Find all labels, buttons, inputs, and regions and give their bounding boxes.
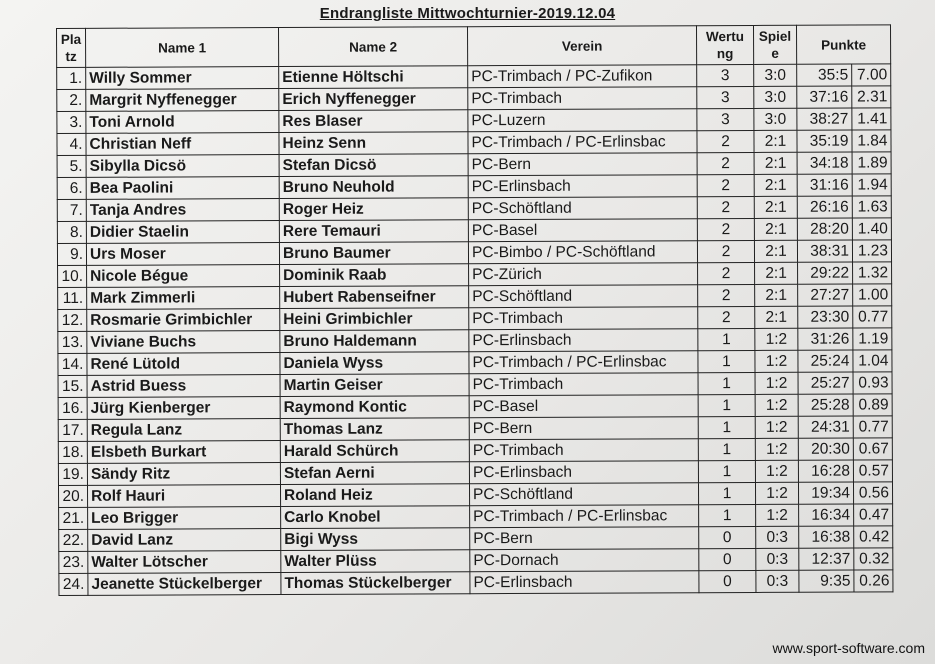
cell-quotient: 0.56 xyxy=(853,482,892,504)
header-row xyxy=(57,25,891,68)
cell-spiele: 1:2 xyxy=(755,328,798,350)
cell-rank: 21. xyxy=(59,507,88,529)
cell-wertung: 2 xyxy=(698,306,755,328)
cell-quotient: 1.41 xyxy=(852,108,891,130)
cell-score: 16:34 xyxy=(799,504,854,526)
header-wertung-line2: ng xyxy=(716,46,734,62)
cell-club: PC-Erlinsbach xyxy=(469,329,698,352)
cell-wertung: 2 xyxy=(697,196,754,218)
cell-club: PC-Bern xyxy=(469,417,698,440)
cell-club: PC-Erlinsbach xyxy=(468,175,697,198)
cell-name2: Heinz Senn xyxy=(279,132,468,155)
cell-wertung: 1 xyxy=(698,350,755,372)
cell-name1: Regula Lanz xyxy=(87,419,280,442)
cell-quotient: 0.26 xyxy=(854,570,893,592)
cell-name2: Bruno Baumer xyxy=(279,242,468,265)
cell-name2: Erich Nyffenegger xyxy=(279,88,468,111)
cell-quotient: 1.04 xyxy=(853,350,892,372)
cell-name2: Roland Heiz xyxy=(280,484,469,507)
cell-score: 28:20 xyxy=(797,218,852,240)
cell-rank: 22. xyxy=(59,529,88,551)
cell-quotient: 1.32 xyxy=(853,262,892,284)
cell-spiele: 2:1 xyxy=(754,240,797,262)
cell-name2: Heini Grimbichler xyxy=(280,308,469,331)
cell-score: 38:27 xyxy=(797,108,852,130)
cell-name2: Thomas Stückelberger xyxy=(281,572,470,595)
cell-rank: 12. xyxy=(58,309,87,331)
cell-name1: Urs Moser xyxy=(86,243,279,266)
cell-quotient: 0.32 xyxy=(854,548,893,570)
cell-rank: 17. xyxy=(58,419,87,441)
cell-wertung: 3 xyxy=(697,86,754,108)
header-rank xyxy=(57,28,86,67)
cell-quotient: 2.31 xyxy=(852,86,891,108)
cell-name1: Rosmarie Grimbichler xyxy=(87,309,280,332)
cell-club: PC-Basel xyxy=(468,219,697,242)
cell-wertung: 3 xyxy=(697,108,754,130)
cell-club: PC-Schöftland xyxy=(469,285,698,308)
cell-rank: 4. xyxy=(57,133,86,155)
cell-score: 35:19 xyxy=(797,130,852,152)
cell-name1: Christian Neff xyxy=(86,133,279,156)
cell-wertung: 1 xyxy=(698,438,755,460)
cell-name1: Margrit Nyffenegger xyxy=(86,89,279,112)
cell-score: 9:35 xyxy=(799,570,854,592)
cell-club: PC-Schöftland xyxy=(469,483,698,506)
cell-club: PC-Bern xyxy=(468,153,697,176)
cell-score: 24:31 xyxy=(798,416,853,438)
cell-score: 16:28 xyxy=(798,460,853,482)
cell-spiele: 2:1 xyxy=(755,262,798,284)
cell-quotient: 0.77 xyxy=(853,306,892,328)
cell-wertung: 1 xyxy=(698,416,755,438)
cell-name1: Rolf Hauri xyxy=(87,485,280,508)
header-spiele-line2: e xyxy=(771,45,779,61)
cell-quotient: 0.77 xyxy=(853,416,892,438)
header-rank-line2: tz xyxy=(65,48,77,64)
cell-rank: 1. xyxy=(57,67,86,89)
cell-club: PC-Trimbach xyxy=(469,439,698,462)
cell-rank: 15. xyxy=(58,375,87,397)
page-title: Endrangliste Mittwochturnier-2019.12.04 xyxy=(319,5,616,22)
cell-score: 38:31 xyxy=(797,240,852,262)
cell-wertung: 1 xyxy=(698,482,755,504)
cell-quotient: 7.00 xyxy=(852,64,891,86)
cell-score: 29:22 xyxy=(798,262,853,284)
cell-club: PC-Schöftland xyxy=(468,197,697,220)
results-table xyxy=(56,24,893,596)
cell-rank: 20. xyxy=(58,485,87,507)
cell-quotient: 1.40 xyxy=(852,218,891,240)
cell-name1: Viviane Buchs xyxy=(87,331,280,354)
cell-name2: Daniela Wyss xyxy=(280,352,469,375)
header-punkte: Punkte xyxy=(796,25,890,64)
cell-name2: Hubert Rabenseifner xyxy=(280,286,469,309)
cell-club: PC-Bimbo / PC-Schöftland xyxy=(468,241,697,264)
cell-wertung: 1 xyxy=(699,504,756,526)
cell-rank: 10. xyxy=(58,265,87,287)
cell-wertung: 3 xyxy=(697,64,754,86)
cell-name1: Walter Lötscher xyxy=(88,551,281,574)
cell-club: PC-Trimbach / PC-Erlinsbac xyxy=(469,351,698,374)
table-row xyxy=(59,570,893,596)
cell-quotient: 1.94 xyxy=(852,174,891,196)
cell-club: PC-Luzern xyxy=(468,109,697,132)
cell-score: 12:37 xyxy=(799,548,854,570)
cell-spiele: 1:2 xyxy=(755,372,798,394)
cell-club: PC-Basel xyxy=(469,395,698,418)
results-body xyxy=(57,64,893,596)
cell-club: PC-Trimbach xyxy=(469,307,698,330)
header-wertung xyxy=(696,25,753,64)
cell-name1: Willy Sommer xyxy=(86,67,279,90)
cell-score: 23:30 xyxy=(798,306,853,328)
cell-club: PC-Trimbach xyxy=(468,87,697,110)
cell-spiele: 2:1 xyxy=(754,152,797,174)
cell-name2: Bruno Haldemann xyxy=(280,330,469,353)
cell-score: 37:16 xyxy=(797,86,852,108)
cell-spiele: 1:2 xyxy=(755,460,798,482)
cell-spiele: 1:2 xyxy=(755,416,798,438)
cell-rank: 2. xyxy=(57,89,86,111)
cell-spiele: 0:3 xyxy=(756,526,799,548)
cell-quotient: 0.89 xyxy=(853,394,892,416)
cell-wertung: 0 xyxy=(699,570,756,592)
cell-club: PC-Trimbach / PC-Zufikon xyxy=(468,65,697,88)
cell-name2: Raymond Kontic xyxy=(280,396,469,419)
cell-quotient: 1.00 xyxy=(853,284,892,306)
cell-rank: 13. xyxy=(58,331,87,353)
cell-wertung: 2 xyxy=(698,284,755,306)
cell-spiele: 0:3 xyxy=(756,570,799,592)
cell-spiele: 1:2 xyxy=(755,350,798,372)
cell-rank: 18. xyxy=(58,441,87,463)
cell-spiele: 2:1 xyxy=(755,284,798,306)
cell-name2: Harald Schürch xyxy=(280,440,469,463)
cell-wertung: 1 xyxy=(698,328,755,350)
cell-spiele: 2:1 xyxy=(754,130,797,152)
cell-score: 34:18 xyxy=(797,152,852,174)
cell-name1: Leo Brigger xyxy=(88,507,281,530)
cell-name1: Mark Zimmerli xyxy=(87,287,280,310)
cell-name1: Tanja Andres xyxy=(86,199,279,222)
cell-name2: Bruno Neuhold xyxy=(279,176,468,199)
cell-score: 25:24 xyxy=(798,350,853,372)
cell-quotient: 1.63 xyxy=(852,196,891,218)
cell-rank: 7. xyxy=(57,199,86,221)
cell-rank: 8. xyxy=(57,221,86,243)
header-wertung-line1: Wertu xyxy=(705,28,745,45)
cell-name2: Rere Temauri xyxy=(279,220,468,243)
cell-club: PC-Bern xyxy=(470,527,699,550)
cell-name1: Jeanette Stückelberger xyxy=(88,573,281,596)
cell-quotient: 0.42 xyxy=(854,526,893,548)
header-rank-line1: Pla xyxy=(60,31,82,47)
cell-name2: Carlo Knobel xyxy=(281,506,470,529)
cell-spiele: 3:0 xyxy=(754,108,797,130)
cell-name1: Didier Staelin xyxy=(86,221,279,244)
cell-rank: 9. xyxy=(57,243,86,265)
cell-spiele: 1:2 xyxy=(755,482,798,504)
cell-name1: Sibylla Dicsö xyxy=(86,155,279,178)
cell-club: PC-Erlinsbach xyxy=(469,461,698,484)
cell-score: 26:16 xyxy=(797,196,852,218)
header-spiele-line1: Spiel xyxy=(758,28,792,44)
cell-rank: 16. xyxy=(58,397,87,419)
cell-spiele: 0:3 xyxy=(756,548,799,570)
cell-name1: Astrid Buess xyxy=(87,375,280,398)
cell-spiele: 2:1 xyxy=(754,196,797,218)
cell-score: 19:34 xyxy=(798,482,853,504)
cell-wertung: 2 xyxy=(697,218,754,240)
cell-club: PC-Trimbach / PC-Erlinsbac xyxy=(470,505,699,528)
cell-wertung: 0 xyxy=(699,526,756,548)
cell-rank: 19. xyxy=(58,463,87,485)
cell-name1: Toni Arnold xyxy=(86,111,279,134)
cell-score: 25:28 xyxy=(798,394,853,416)
header-spiele xyxy=(753,25,796,64)
cell-quotient: 1.19 xyxy=(853,328,892,350)
cell-name2: Roger Heiz xyxy=(279,198,468,221)
cell-quotient: 0.67 xyxy=(853,438,892,460)
cell-name2: Walter Plüss xyxy=(281,550,470,573)
footer-url: www.sport-software.com xyxy=(772,640,925,656)
header-name1: Name 1 xyxy=(86,28,279,68)
cell-spiele: 3:0 xyxy=(754,64,797,86)
cell-name2: Res Blaser xyxy=(279,110,468,133)
cell-wertung: 2 xyxy=(697,130,754,152)
cell-quotient: 0.47 xyxy=(854,504,893,526)
cell-spiele: 1:2 xyxy=(755,394,798,416)
cell-rank: 14. xyxy=(58,353,87,375)
cell-quotient: 1.23 xyxy=(852,240,891,262)
cell-name2: Stefan Aerni xyxy=(280,462,469,485)
cell-quotient: 1.84 xyxy=(852,130,891,152)
cell-name2: Stefan Dicsö xyxy=(279,154,468,177)
cell-wertung: 1 xyxy=(698,460,755,482)
cell-name1: Nicole Bégue xyxy=(87,265,280,288)
cell-name1: René Lütold xyxy=(87,353,280,376)
cell-name2: Martin Geiser xyxy=(280,374,469,397)
cell-score: 20:30 xyxy=(798,438,853,460)
cell-name1: Sändy Ritz xyxy=(87,463,280,486)
cell-spiele: 2:1 xyxy=(754,174,797,196)
cell-spiele: 2:1 xyxy=(755,306,798,328)
cell-club: PC-Trimbach xyxy=(469,373,698,396)
cell-score: 25:27 xyxy=(798,372,853,394)
cell-rank: 6. xyxy=(57,177,86,199)
cell-wertung: 2 xyxy=(697,240,754,262)
cell-rank: 5. xyxy=(57,155,86,177)
cell-rank: 24. xyxy=(59,573,88,595)
cell-quotient: 0.57 xyxy=(853,460,892,482)
cell-quotient: 1.89 xyxy=(852,152,891,174)
cell-name2: Bigi Wyss xyxy=(281,528,470,551)
cell-spiele: 1:2 xyxy=(756,504,799,526)
cell-spiele: 2:1 xyxy=(754,218,797,240)
cell-rank: 3. xyxy=(57,111,86,133)
cell-score: 16:38 xyxy=(799,526,854,548)
cell-wertung: 1 xyxy=(698,372,755,394)
cell-club: PC-Erlinsbach xyxy=(470,571,699,594)
cell-name2: Dominik Raab xyxy=(280,264,469,287)
cell-wertung: 0 xyxy=(699,548,756,570)
cell-name1: Jürg Kienberger xyxy=(87,397,280,420)
cell-name2: Etienne Höltschi xyxy=(279,66,468,89)
cell-wertung: 1 xyxy=(698,394,755,416)
cell-quotient: 0.93 xyxy=(853,372,892,394)
cell-spiele: 3:0 xyxy=(754,86,797,108)
cell-score: 31:16 xyxy=(797,174,852,196)
cell-score: 27:27 xyxy=(798,284,853,306)
cell-score: 31:26 xyxy=(798,328,853,350)
cell-wertung: 2 xyxy=(698,262,755,284)
header-name2: Name 2 xyxy=(279,27,468,67)
cell-spiele: 1:2 xyxy=(755,438,798,460)
cell-rank: 23. xyxy=(59,551,88,573)
cell-wertung: 2 xyxy=(697,152,754,174)
cell-club: PC-Zürich xyxy=(469,263,698,286)
cell-name1: Bea Paolini xyxy=(86,177,279,200)
cell-club: PC-Dornach xyxy=(470,549,699,572)
cell-club: PC-Trimbach / PC-Erlinsbac xyxy=(468,131,697,154)
cell-wertung: 2 xyxy=(697,174,754,196)
cell-score: 35:5 xyxy=(797,64,852,86)
cell-name1: David Lanz xyxy=(88,529,281,552)
cell-name1: Elsbeth Burkart xyxy=(87,441,280,464)
header-club: Verein xyxy=(467,26,696,66)
cell-name2: Thomas Lanz xyxy=(280,418,469,441)
cell-rank: 11. xyxy=(58,287,87,309)
